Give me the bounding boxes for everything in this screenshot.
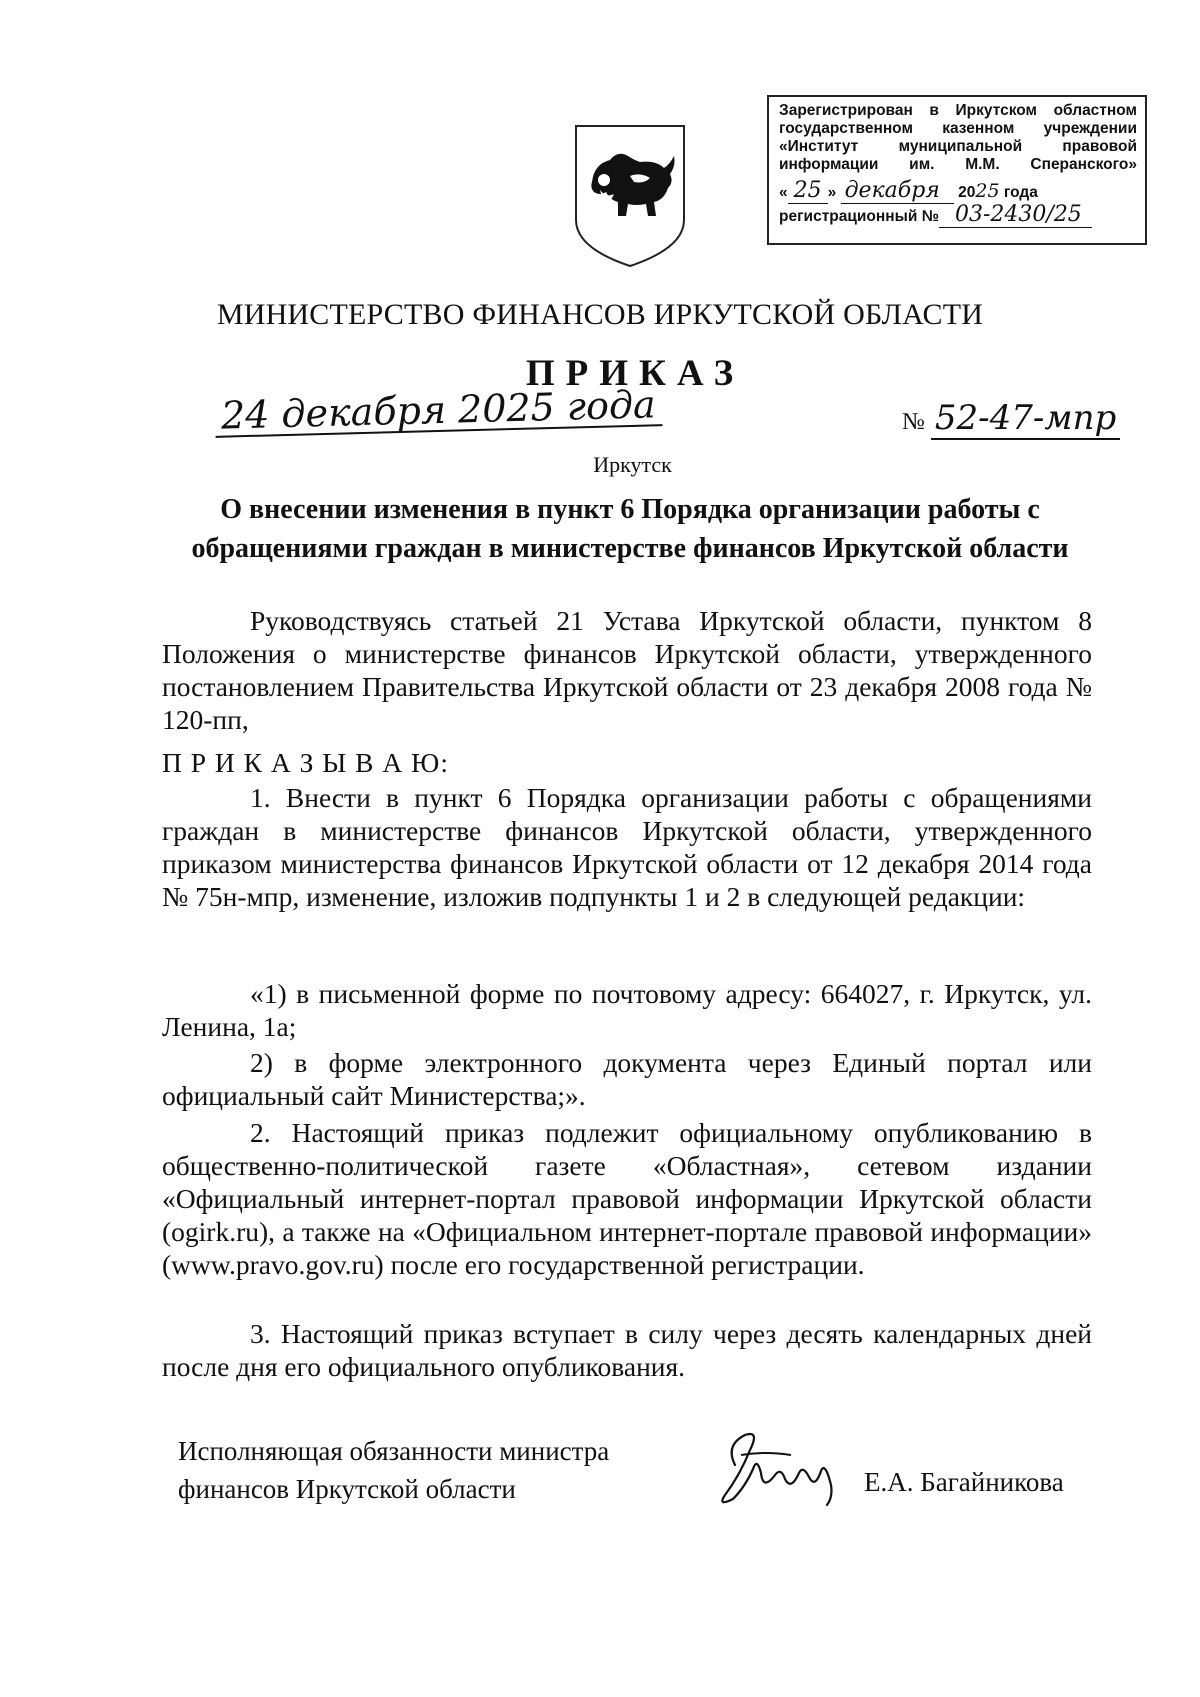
document-title: О внесении изменения в пункт 6 Порядка организации работы с обращениями граждан в министерстве финансов Иркутской области [191, 494, 1069, 564]
signer-title-line: финансов Иркутской области [178, 1474, 516, 1504]
stamp-line: информации им. М.М. Сперанского» [779, 156, 1137, 173]
stamp-date-month: декабря [841, 178, 954, 204]
subitem-2-paragraph: 2) в форме электронного документа через Единый портал или официальный сайт Министерства;». [162, 1047, 1092, 1111]
coat-of-arms-emblem [570, 120, 690, 270]
preamble-paragraph: Руководствуясь статьей 21 Устава Иркутской области, пунктом 8 Положения о министерстве финансов Иркутской области, утвержденного постановлением Правительства Иркутской области от 23 декабря 2008 года № 120-пп, [162, 605, 1092, 735]
city: Иркутск [593, 452, 672, 477]
registration-stamp [767, 95, 1147, 245]
stamp-line: «Институт муниципальной правовой [779, 138, 1137, 155]
order-date: 24 декабря 2025 года [215, 384, 663, 438]
stamp-year-prefix: 20 [958, 184, 976, 201]
signer-title-line: Исполняющая обязанности министра [178, 1436, 610, 1466]
number-label: № [902, 409, 925, 435]
stamp-line: государственном казенном учреждении [779, 120, 1137, 137]
item-1-paragraph: 1. Внести в пункт 6 Порядка организации работы с обращениями граждан в министерстве финансов Иркутской области, утвержденного приказом министерства финансов Иркутской области от 12 декабря 2014 года № 75н-мпр, изменение, изложив подпункты 1 и 2 в следующей редакции: [162, 782, 1092, 912]
stamp-reg-line [779, 202, 1137, 227]
order-number: 52-47-мпр [931, 398, 1120, 440]
stamp-line: Зарегистрирован в Иркутском областном [779, 102, 1137, 119]
stamp-date-line: « 25 » декабря 2025 года [779, 178, 1038, 203]
subitem-1-paragraph: «1) в письменной форме по почтовому адресу: 664027, г. Иркутск, ул. Ленина, 1а; [162, 978, 1092, 1042]
stamp-reg-number: 03-2430/25 [939, 202, 1092, 228]
stamp-reg-label: регистрационный № [779, 208, 939, 225]
stamp-date-day: 25 [788, 178, 828, 204]
order-word: П Р И К А З Ы В А Ю: [162, 747, 449, 778]
item-2-paragraph: 2. Настоящий приказ подлежит официальному опубликованию в общественно-политической газете «Областная», сетевом издании «Официальный интернет-портал правовой информации Иркутской области (ogirk.ru), а также на «Официальном интернет-портале правовой информации» (www.pravo.gov.ru) после его государственной регистрации. [162, 1117, 1092, 1280]
stamp-year-suffix: 25 [975, 180, 1000, 202]
stamp-year-word: года [1003, 184, 1038, 201]
order-title: ПРИКАЗ [525, 353, 745, 394]
signer-title [178, 1432, 609, 1508]
item-3-paragraph: 3. Настоящий приказ вступает в силу через десять календарных дней после дня его официального опубликования. [162, 1318, 1092, 1382]
order-number-block [902, 398, 1120, 438]
handwritten-signature [705, 1425, 850, 1510]
signer-name: Е.А. Багайникова [864, 1467, 1064, 1497]
ministry-name: МИНИСТЕРСТВО ФИНАНСОВ ИРКУТСКОЙ ОБЛАСТИ [216, 298, 984, 331]
